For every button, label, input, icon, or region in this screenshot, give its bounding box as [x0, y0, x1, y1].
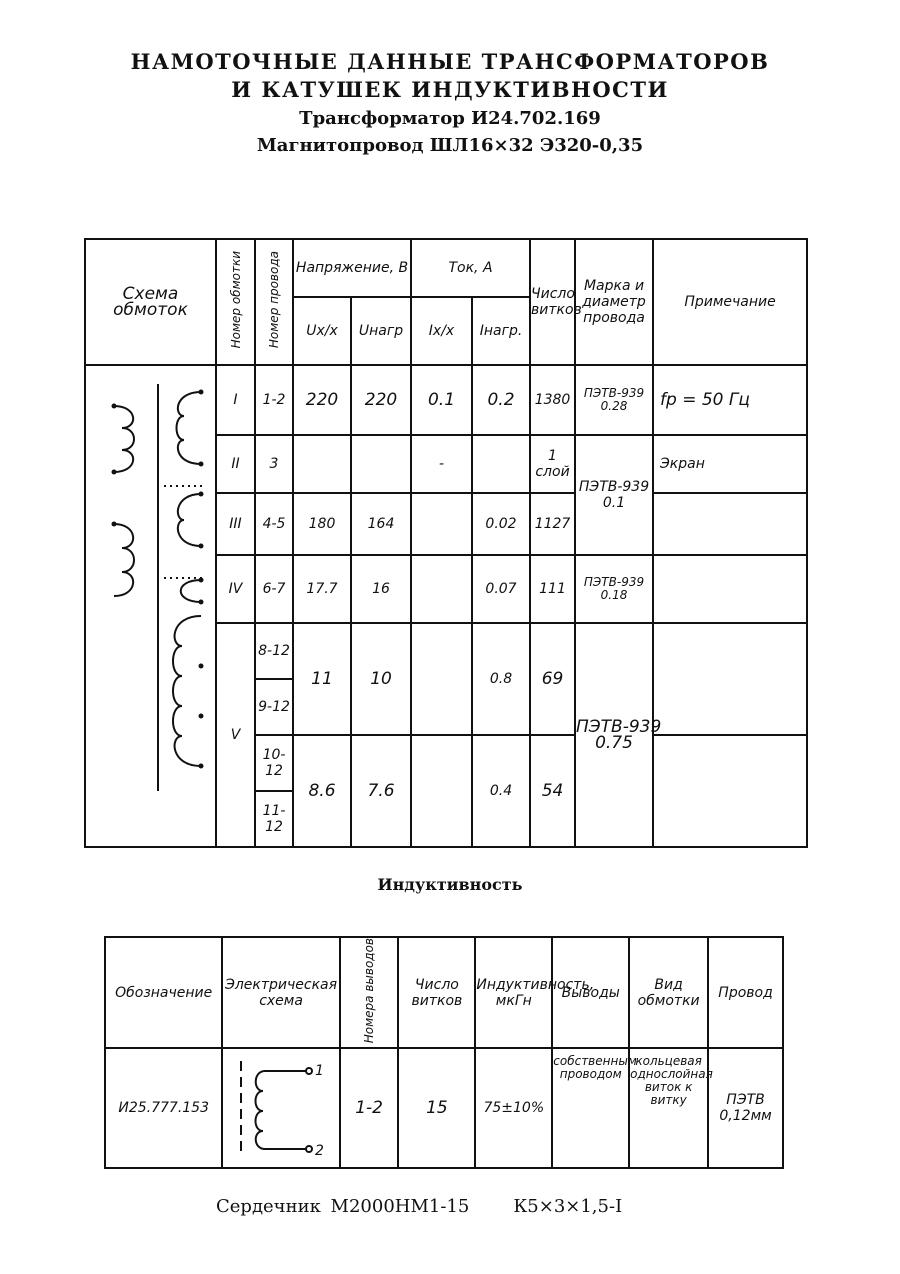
- r1-wire: 1-2: [255, 365, 293, 435]
- r4-i-idle: [411, 555, 472, 623]
- r2-i-idle: -: [411, 435, 472, 493]
- header-current-idle: Iх/х: [411, 297, 472, 365]
- r2-u-load: [351, 435, 411, 493]
- r2-wire: 3: [255, 435, 293, 493]
- inductance-section-title: Индуктивность: [377, 875, 523, 894]
- r5-turns-a: 69: [530, 623, 575, 735]
- r5-wire-c: 10-12: [255, 735, 293, 791]
- r5-wire-b: 9-12: [255, 679, 293, 735]
- r1-winding: I: [216, 365, 255, 435]
- r2-u-idle: [293, 435, 351, 493]
- r4-i-load: 0.07: [472, 555, 530, 623]
- r1-note: fр = 50 Гц: [653, 365, 807, 435]
- r3-i-idle: [411, 493, 472, 555]
- r5-i-load-a: 0.8: [472, 623, 530, 735]
- r3-u-idle: 180: [293, 493, 351, 555]
- r5-i-load-b: 0.4: [472, 735, 530, 847]
- header-current-load: Iнагр.: [472, 297, 530, 365]
- ind-header-winding-type: Вид обмотки: [629, 937, 708, 1048]
- header-scheme: Схема обмоток: [85, 239, 216, 365]
- ind-pins: 1-2: [340, 1048, 399, 1168]
- r5-wire-a: 8-12: [255, 623, 293, 679]
- header-wire-no: Номер провода: [255, 239, 293, 365]
- winding-scheme: [85, 365, 216, 847]
- r3-winding: III: [216, 493, 255, 555]
- r5-u-load-b: 7.6: [351, 735, 411, 847]
- ind-header-pins: Номера выводов: [340, 937, 399, 1048]
- r2-winding: II: [216, 435, 255, 493]
- r5-note-b: [653, 735, 807, 847]
- r5-note-a: [653, 623, 807, 735]
- r5-u-load-a: 10: [351, 623, 411, 735]
- transformer-designation: Трансформатор И24.702.169: [299, 108, 601, 129]
- footer-core: [216, 1196, 622, 1217]
- r3-wire: 4-5: [255, 493, 293, 555]
- ind-header-leads: Выводы: [552, 937, 629, 1048]
- r2-wire-grade: ПЭТВ-939 0.1: [575, 435, 653, 555]
- ind-winding-type: кольцевая однослойная виток к витку: [629, 1048, 708, 1168]
- ind-header-scheme: Электрическая схема: [222, 937, 339, 1048]
- r1-u-load: 220: [351, 365, 411, 435]
- header-current: Ток, А: [411, 239, 530, 297]
- r5-u-idle-a: 11: [293, 623, 351, 735]
- pin-1-label: 1: [315, 1063, 324, 1080]
- r3-i-load: 0.02: [472, 493, 530, 555]
- header-turns: Число витков: [530, 239, 575, 365]
- header-voltage-load: Uнагр: [351, 297, 411, 365]
- pin-2-label: 2: [315, 1143, 324, 1160]
- r4-wire: 6-7: [255, 555, 293, 623]
- r5-winding: V: [216, 623, 255, 847]
- footer-core-size: К5×3×1,5-I: [513, 1196, 623, 1217]
- winding-scheme-diagram: [86, 366, 217, 846]
- r4-wire-grade: ПЭТВ-939 0.18: [575, 555, 653, 623]
- r2-i-load: [472, 435, 530, 493]
- r5-i-idle-a: [411, 623, 472, 735]
- doc-title-line1: НАМОТОЧНЫЕ ДАННЫЕ ТРАНСФОРМАТОРОВ: [130, 49, 770, 74]
- r1-i-load: 0.2: [472, 365, 530, 435]
- r3-u-load: 164: [351, 493, 411, 555]
- inductor-scheme-diagram: [225, 1053, 337, 1163]
- r4-winding: IV: [216, 555, 255, 623]
- doc-title-line2: И КАТУШЕК ИНДУКТИВНОСТИ: [231, 77, 669, 102]
- r1-wire-grade: ПЭТВ-939 0.28: [575, 365, 653, 435]
- r5-wire-grade: ПЭТВ-939 0.75: [575, 623, 653, 847]
- header-voltage: Напряжение, В: [293, 239, 411, 297]
- title-block: [0, 48, 900, 158]
- r3-note: [653, 493, 807, 555]
- r4-u-load: 16: [351, 555, 411, 623]
- footer-core-label: Сердечник М2000НМ1-15: [216, 1196, 470, 1217]
- r2-turns: 1 слой: [530, 435, 575, 493]
- r1-i-idle: 0.1: [411, 365, 472, 435]
- header-voltage-idle: Uх/х: [293, 297, 351, 365]
- ind-scheme: [222, 1048, 339, 1168]
- windings-table: [84, 238, 808, 848]
- r1-turns: 1380: [530, 365, 575, 435]
- r5-i-idle-b: [411, 735, 472, 847]
- ind-wire: ПЭТВ 0,12мм: [708, 1048, 783, 1168]
- r1-u-idle: 220: [293, 365, 351, 435]
- r2-note: Экран: [653, 435, 807, 493]
- r5-u-idle-b: 8.6: [293, 735, 351, 847]
- ind-header-designation: Обозначение: [105, 937, 222, 1048]
- inductance-table: [104, 936, 784, 1169]
- r4-turns: 111: [530, 555, 575, 623]
- r3-turns: 1127: [530, 493, 575, 555]
- r5-wire-d: 11-12: [255, 791, 293, 847]
- r4-u-idle: 17.7: [293, 555, 351, 623]
- ind-header-turns: Число витков: [398, 937, 475, 1048]
- ind-header-wire: Провод: [708, 937, 783, 1048]
- r5-turns-b: 54: [530, 735, 575, 847]
- r4-note: [653, 555, 807, 623]
- ind-turns: 15: [398, 1048, 475, 1168]
- ind-inductance: 75±10%: [475, 1048, 552, 1168]
- ind-header-inductance: Индуктивность, мкГн: [475, 937, 552, 1048]
- header-winding-no: Номер обмотки: [216, 239, 255, 365]
- ind-leads: собственным проводом: [552, 1048, 629, 1168]
- header-wire-grade: Марка и диаметр провода: [575, 239, 653, 365]
- core-designation: Магнитопровод ШЛ16×32 Э320-0,35: [256, 135, 644, 156]
- ind-designation: И25.777.153: [105, 1048, 222, 1168]
- header-note: Примечание: [653, 239, 807, 365]
